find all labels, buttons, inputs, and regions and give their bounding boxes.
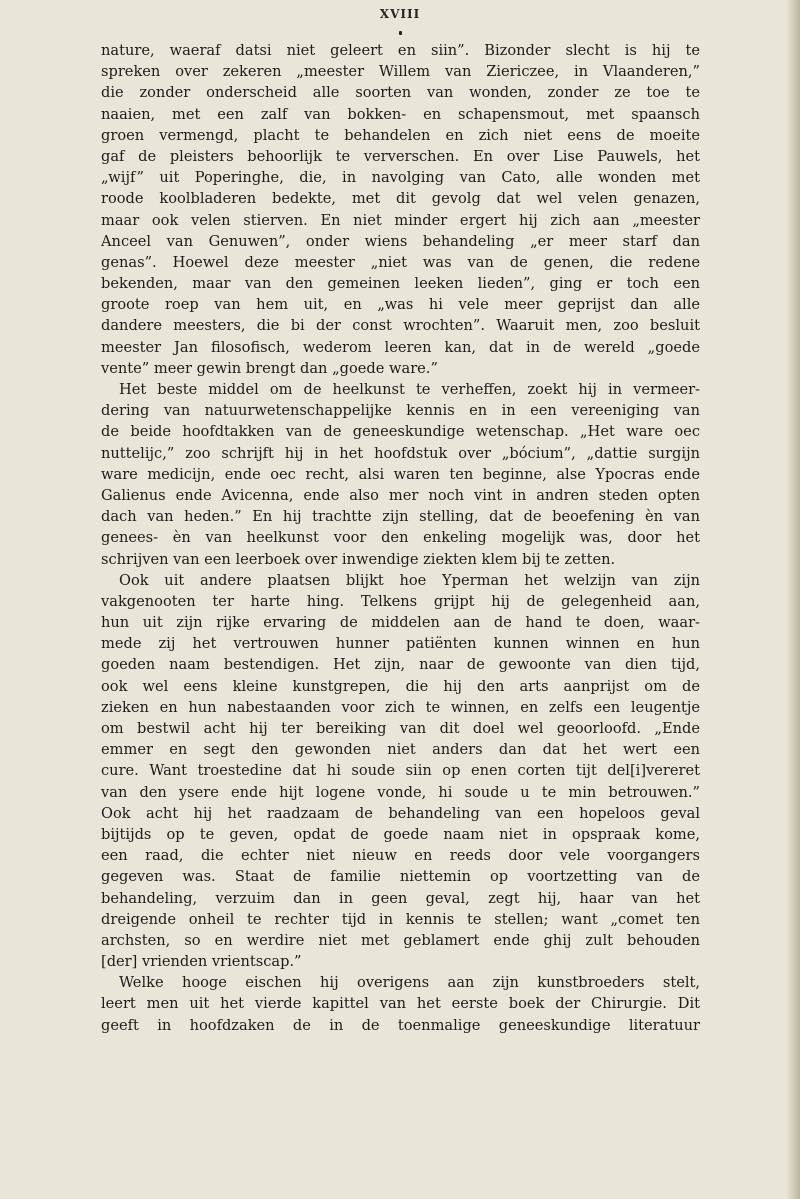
text-line: bekenden, maar van den gemeinen leeken lieden”, ging er toch een xyxy=(101,275,700,293)
page-number: XVIII xyxy=(379,7,421,21)
text-line: dach van heden.” En hij trachtte zijn stelling, dat de beoefening èn van xyxy=(101,508,700,526)
text-line: schrijven van een leerboek over inwendige ziekten klem bij te zetten. xyxy=(101,550,616,568)
text-line: mede zij het vertrouwen hunner patiënten kunnen winnen en hun xyxy=(101,635,700,653)
text-line: archsten, so en werdire niet met geblamert ende ghij zult behouden xyxy=(101,931,700,949)
text-line: groote roep van hem uit, en „was hi vele meer geprijst dan alle xyxy=(101,296,700,314)
text-line: om bestwil acht hij ter bereiking van dit doel wel geoorloofd. „Ende xyxy=(101,720,700,737)
text-line: emmer en segt den gewonden niet anders dan dat het wert een xyxy=(101,741,700,759)
text-line: de beide hoofdtakken van de geneeskundige wetenschap. „Het ware oec xyxy=(101,423,700,441)
text-line: die zonder onderscheid alle soorten van wonden, zonder ze toe te xyxy=(101,84,700,102)
text-line: groen vermengd, placht te behandelen en zich niet eens de moeite xyxy=(101,126,700,144)
text-line: gaf de pleisters behoorlijk te ververschen. En over Lise Pauwels, het xyxy=(101,147,700,165)
text-line: meester Jan filosofisch, wederom leeren kan, dat in de wereld „goede xyxy=(101,338,700,356)
text-line: genas”. Hoewel deze meester „niet was van de genen, die redene xyxy=(101,253,700,271)
text-line: genees- èn van heelkunst voor den enkeling mogelijk was, door het xyxy=(101,529,700,547)
text-line: goeden naam bestendigen. Het zijn, naar de gewoonte van dien tijd, xyxy=(101,656,700,674)
text-line: bijtijds op te geven, opdat de goede naam niet in opspraak kome, xyxy=(101,825,700,843)
text-line: vakgenooten ter harte hing. Telkens grijpt hij de gelegenheid aan, xyxy=(101,592,700,610)
text-line: cure. Want troestedine dat hi soude siin op enen corten tijt del[i]vereret xyxy=(101,762,700,780)
text-line: [der] vrienden vrientscap.” xyxy=(101,953,302,971)
text-line: Welke hooge eischen hij overigens aan zijn kunstbroeders stelt, xyxy=(119,974,700,992)
text-line: Ook uit andere plaatsen blijkt hoe Yperman het welzijn van zijn xyxy=(119,571,700,589)
text-line: nature, waeraf datsi niet geleert en siin”. Bizonder slecht is hij te xyxy=(101,42,700,59)
page-edge-shadow xyxy=(786,0,800,1199)
text-line: nuttelijc,” zoo schrijft hij in het hoofdstuk over „bócium”, „dattie surgijn xyxy=(101,444,700,462)
text-line: geeft in hoofdzaken de in de toenmalige geneeskundige literatuur xyxy=(101,1016,700,1034)
text-line: naaien, met een zalf van bokken- en schapensmout, met spaansch xyxy=(101,105,700,123)
text-line: Galienus ende Avicenna, ende also mer noch vint in andren steden opten xyxy=(101,486,700,504)
text-line: roode koolbladeren bedekte, met dit gevolg dat wel velen genazen, xyxy=(101,190,700,208)
text-line: dandere meesters, die bi der const wrochten”. Waaruit men, zoo besluit xyxy=(101,317,700,335)
text-line: spreken over zekeren „meester Willem van Ziericzee, in Vlaanderen,” xyxy=(101,63,700,81)
text-line: behandeling, verzuim dan in geen geval, zegt hij, haar van het xyxy=(101,889,700,907)
text-line: ware medicijn, ende oec recht, alsi waren ten beginne, alse Ypocras ende xyxy=(101,465,700,483)
text-line: zieken en hun nabestaanden voor zich te winnen, en zelfs een leugentje xyxy=(101,698,700,716)
text-line: ook wel eens kleine kunstgrepen, die hij den arts aanprijst om de xyxy=(101,677,700,695)
text-line: van den ysere ende hijt logene vonde, hi soude u te min betrouwen.” xyxy=(101,783,700,801)
text-line: leert men uit het vierde kapittel van het eerste boek der Chirurgie. Dit xyxy=(101,995,700,1013)
text-line: maar ook velen stierven. En niet minder ergert hij zich aan „meester xyxy=(101,211,700,229)
text-line: Ook acht hij het raadzaam de behandeling van een hopeloos geval xyxy=(101,804,700,822)
text-line: gegeven was. Staat de familie niettemin op voortzetting van de xyxy=(101,868,700,886)
text-line: een raad, die echter niet nieuw en reeds door vele voorgangers xyxy=(101,847,700,865)
text-line: dreigende onheil te rechter tijd in kennis te stellen; want „comet ten xyxy=(101,910,700,928)
text-line: dering van natuurwetenschappelijke kennis en in een vereeniging van xyxy=(101,402,700,420)
text-line: vente” meer gewin brengt dan „goede ware.” xyxy=(101,359,438,377)
text-line: Het beste middel om de heelkunst te verheffen, zoekt hij in vermeer- xyxy=(119,381,700,398)
text-line: Anceel van Genuwen”, onder wiens behandeling „er meer starf dan xyxy=(101,232,700,250)
text-line: „wijf” uit Poperinghe, die, in navolging van Cato, alle wonden met xyxy=(101,169,700,187)
ink-dot xyxy=(399,31,402,35)
text-line: hun uit zijn rijke ervaring de middelen aan de hand te doen, waar- xyxy=(101,614,700,632)
body-text xyxy=(101,40,700,1036)
